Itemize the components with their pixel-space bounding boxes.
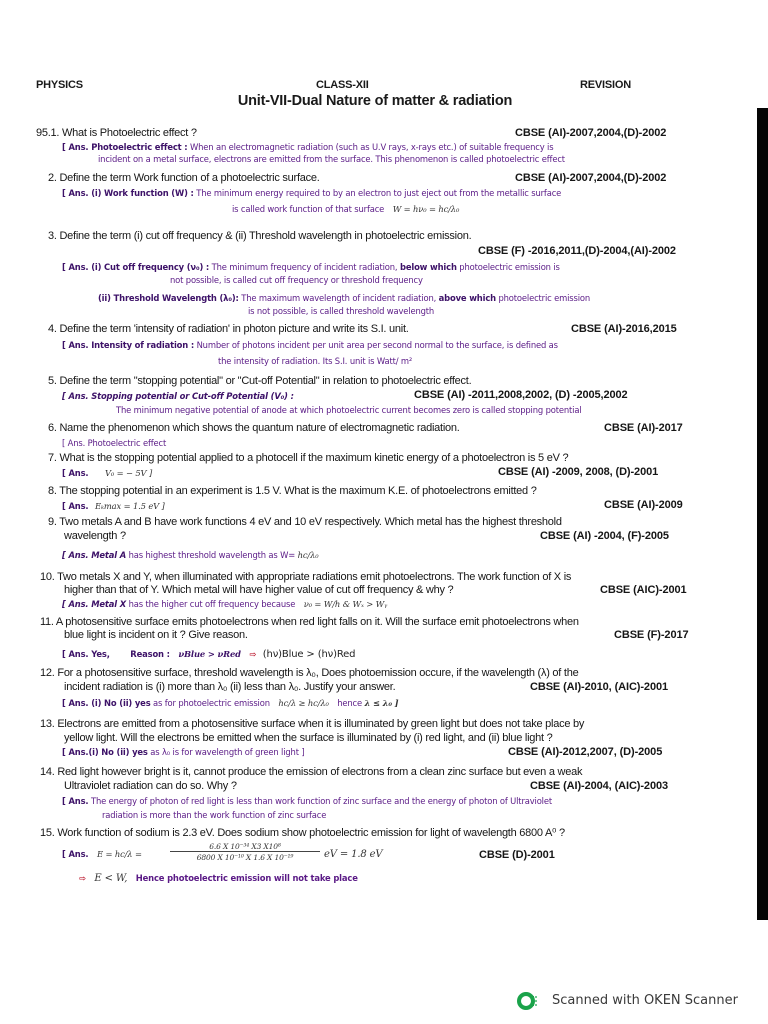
answer-14-line-2: radiation is more than the work function of zinc surface xyxy=(102,810,327,820)
question-7-reference: CBSE (AI) -2009, 2008, (D)-2001 xyxy=(498,466,659,478)
answer-3-ii-line-2: is not possible, is called threshold wavelength xyxy=(248,306,435,316)
answer-11-formula-2: (hν)Blue > (hν)Red xyxy=(262,649,356,660)
question-6-reference: CBSE (AI)-2017 xyxy=(604,422,683,434)
subject-label: PHYSICS xyxy=(36,79,83,91)
question-14-line-1: 14. Red light however bright is it, cannot produce the emission of electrons from a clean zinc surface but even a weak xyxy=(40,766,583,778)
answer-11-formula: νBlue > νRed xyxy=(178,649,241,659)
answer-10-formula: ν₀ = W/h & Wₓ > Wᵧ xyxy=(303,599,388,609)
answer-3-ii: (ii) Threshold Wavelength (λ₀): The maximum wavelength of incident radiation, above which photoelectric emission xyxy=(98,293,591,303)
question-13-line-1: 13. Electrons are emitted from a photosensitive surface when it is illuminated by green light but does not take place by xyxy=(40,718,585,730)
question-10-line-1: 10. Two metals X and Y, when illuminated with appropriate radiations emit photoelectrons. The work function of X is xyxy=(40,571,572,583)
question-9-line-2: wavelength ? xyxy=(64,530,126,542)
answer-3-ii-label: (ii) Threshold Wavelength (λ₀): xyxy=(98,293,239,303)
question-3: 3. Define the term (i) cut off frequency & (ii) Threshold wavelength in photoelectric emission. xyxy=(48,230,472,242)
question-12-line-2: incident radiation is (i) more than λ₀ (ii) less than λ₀. Justify your answer. xyxy=(64,681,396,693)
answer-5-label: [ Ans. Stopping potential or Cut-off Potential (V₀) : xyxy=(62,391,294,401)
answer-15-denominator: 6800 X 10⁻¹⁰ X 1.6 X 10⁻¹⁹ xyxy=(196,853,294,862)
question-15: 15. Work function of sodium is 2.3 eV. Does sodium show photoelectric emission for light of wavelength 6800 A⁰ ? xyxy=(40,827,565,839)
answer-8: [ Ans. Eₖmax = 1.5 eV ] xyxy=(62,501,165,511)
answer-10: [ Ans. Metal X has the higher cut off frequency because ν₀ = W/h & Wₓ > Wᵧ xyxy=(62,599,388,609)
question-15-reference: CBSE (D)-2001 xyxy=(479,849,555,861)
work-function-formula: W = hν₀ = hc/λ₀ xyxy=(392,204,460,214)
answer-12-formula-2: λ ≤ λ₀ ] xyxy=(364,698,399,708)
question-5: 5. Define the term "stopping potential" or "Cut-off Potential" in relation to photoelectric effect. xyxy=(48,375,472,387)
answer-3-i-label: [ Ans. (i) Cut off frequency (ν₀) : xyxy=(62,262,210,272)
class-label: CLASS-XII xyxy=(316,79,369,91)
oken-scanner-logo-icon xyxy=(517,990,539,1012)
scan-edge-shadow xyxy=(757,108,768,920)
answer-13: [ Ans.(i) No (ii) yes as λ₀ is for wavelength of green light ] xyxy=(62,747,305,757)
revision-label: REVISION xyxy=(580,79,631,91)
answer-11: [ Ans. Yes, Reason : νBlue > νRed ⇨ (hν)Blue > (hν)Red xyxy=(62,649,356,660)
answer-4-label: [ Ans. Intensity of radiation : xyxy=(62,340,195,350)
question-3-reference: CBSE (F) -2016,2011,(D)-2004,(AI)-2002 xyxy=(478,245,676,257)
question-8: 8. The stopping potential in an experiment is 1.5 V. What is the maximum K.E. of photoelectrons emitted ? xyxy=(48,485,537,497)
question-12-line-1: 12. For a photosensitive surface, threshold wavelength is λ₀, Does photoemission occure, if the wavelength (λ) of the xyxy=(40,667,579,679)
question-11-line-1: 11. A photosensitive surface emits photoelectrons when red light falls on it. Will the surface emit photoelectrons when xyxy=(40,616,579,628)
answer-2 xyxy=(62,188,561,199)
question-2: 2. Define the term Work function of a photoelectric surface. xyxy=(48,172,320,184)
question-14-reference: CBSE (AI)-2004, (AIC)-2003 xyxy=(530,780,668,792)
question-1-reference: CBSE (AI)-2007,2004,(D)-2002 xyxy=(515,127,667,139)
question-10-reference: CBSE (AIC)-2001 xyxy=(600,584,687,596)
question-2-reference: CBSE (AI)-2007,2004,(D)-2002 xyxy=(515,172,667,184)
answer-1 xyxy=(62,142,553,153)
question-5-reference: CBSE (AI) -2011,2008,2002, (D) -2005,2002 xyxy=(414,389,628,401)
answer-9: [ Ans. Metal A has highest threshold wavelength as W= hc/λ₀ xyxy=(62,550,319,560)
question-9-line-1: 9. Two metals A and B have work functions 4 eV and 10 eV respectively. Which metal has the highest threshold xyxy=(48,516,562,528)
question-13-reference: CBSE (AI)-2012,2007, (D)-2005 xyxy=(508,746,663,758)
question-4: 4. Define the term 'intensity of radiation' in photon picture and write its S.I. unit. xyxy=(48,323,409,335)
answer-1-label: [ Ans. Photoelectric effect : xyxy=(62,142,188,152)
page-title: Unit-VII-Dual Nature of matter & radiation xyxy=(237,93,513,109)
implies-arrow-icon: ⇨ xyxy=(79,873,86,883)
question-13-line-2: yellow light. Will the electrons be emitted when the surface is illuminated by (i) red light, and (ii) blue light ? xyxy=(64,732,553,744)
answer-8-value: Eₖmax = 1.5 eV ] xyxy=(94,501,165,511)
answer-7: [ Ans. V₀ = − 5V ] xyxy=(62,468,153,478)
question-7: 7. What is the stopping potential applied to a photocell if the maximum kinetic energy of a photoelectron is 5 eV ? xyxy=(48,452,569,464)
answer-3-i-line-2: not possible, is called cut off frequency or threshold frequency xyxy=(170,275,423,285)
answer-15-numerator: 6.6 X 10⁻³⁴ X3 X10⁸ xyxy=(170,842,320,852)
answer-1-line-1: When an electromagnetic radiation (such as U.V rays, x-rays etc.) of suitable frequency is xyxy=(190,142,554,152)
answer-15-conclusion: ⇨ E < W, Hence photoelectric emission will not take place xyxy=(79,873,358,884)
implies-arrow-icon: ⇨ xyxy=(249,649,257,659)
question-11-line-2: blue light is incident on it ? Give reason. xyxy=(64,629,248,641)
answer-4-line-2: the intensity of radiation. Its S.I. unit is Watt/ m² xyxy=(218,356,413,366)
answer-1-line-2: incident on a metal surface, electrons are emitted from the surface. This phenomenon is called photoelectric effect xyxy=(98,154,565,164)
answer-15: [ Ans. E = hc/λ = xyxy=(62,849,142,859)
answer-12: [ Ans. (i) No (ii) yes as for photoelectric emission hc/λ ≥ hc/λ₀ hence λ ≤ λ₀ ] xyxy=(62,698,399,708)
answer-3-i: [ Ans. (i) Cut off frequency (ν₀) : The minimum frequency of incident radiation, below which photoelectric emission is xyxy=(62,262,560,272)
scanner-watermark: Scanned with OKEN Scanner xyxy=(552,993,738,1008)
question-6: 6. Name the phenomenon which shows the quantum nature of electromagnetic radiation. xyxy=(48,422,460,434)
question-12-reference: CBSE (AI)-2010, (AIC)-2001 xyxy=(530,681,668,693)
question-1: 95.1. What is Photoelectric effect ? xyxy=(36,127,197,139)
question-4-reference: CBSE (AI)-2016,2015 xyxy=(571,323,677,335)
answer-4: [ Ans. Intensity of radiation : Number of photons incident per unit area per second normal to the surface, is defined as xyxy=(62,340,558,350)
answer-15-result: eV = 1.8 eV xyxy=(324,849,383,860)
answer-7-value: V₀ = − 5V ] xyxy=(104,468,153,478)
question-10-line-2: higher than that of Y. Which metal will have higher value of cut off frequency & why ? xyxy=(64,584,454,596)
answer-2-line-1: The minimum energy required to by an electron to just eject out from the metallic surface xyxy=(196,188,562,198)
answer-2-line-2: is called work function of that surface W = hν₀ = hc/λ₀ xyxy=(232,204,460,214)
question-14-line-2: Ultraviolet radiation can do so. Why ? xyxy=(64,780,237,792)
question-8-reference: CBSE (AI)-2009 xyxy=(604,499,683,511)
answer-5-line-1: The minimum negative potential of anode at which photoelectric current becomes zero is called stopping potential xyxy=(116,405,582,415)
answer-12-formula: hc/λ ≥ hc/λ₀ xyxy=(278,698,329,708)
answer-14: [ Ans. The energy of photon of red light is less than work function of zinc surface and the energy of photon of Ultraviolet xyxy=(62,796,552,806)
question-11-reference: CBSE (F)-2017 xyxy=(614,629,689,641)
answer-9-formula: hc/λ₀ xyxy=(297,550,319,560)
answer-15-formula-lhs: E = hc/λ = xyxy=(96,849,142,859)
question-9-reference: CBSE (AI) -2004, (F)-2005 xyxy=(540,530,669,542)
answer-6: [ Ans. Photoelectric effect xyxy=(62,438,167,448)
answer-2-label: [ Ans. (i) Work function (W) : xyxy=(62,188,194,198)
